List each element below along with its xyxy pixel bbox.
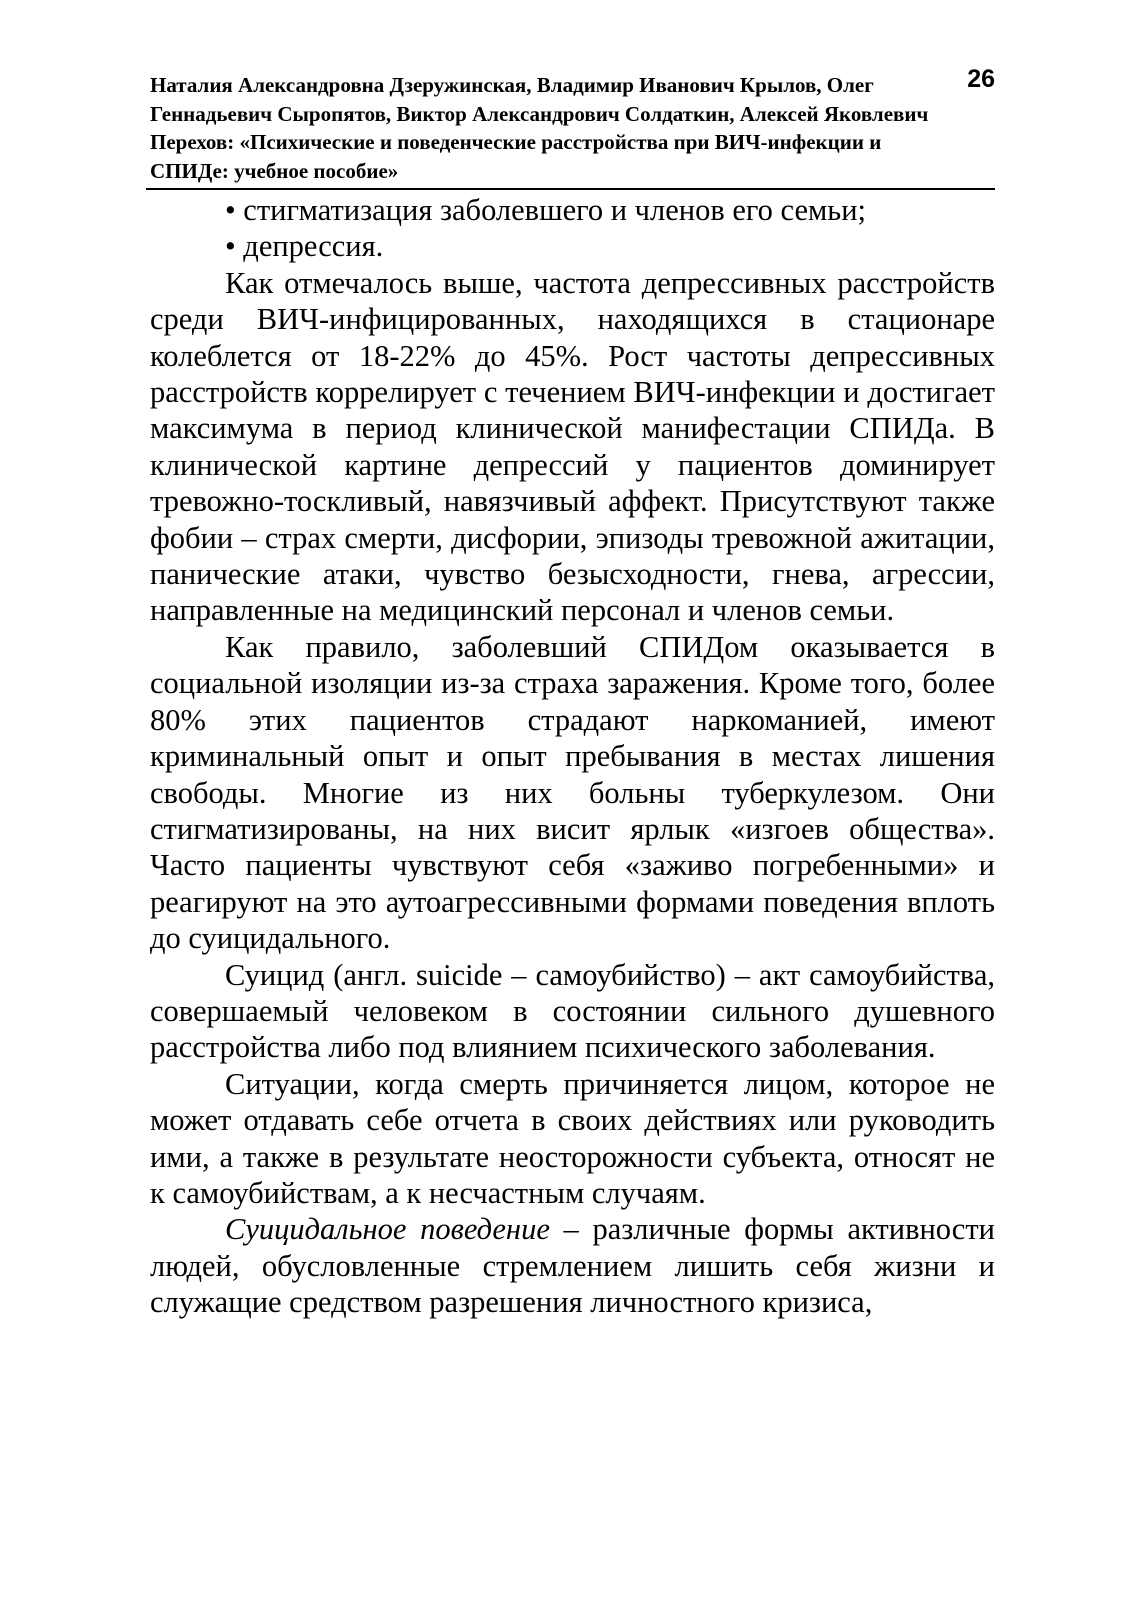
paragraph: Как правило, заболевший СПИДом оказывается в социальной изоляции из-за страха заражения. Кроме того, более 80% этих пациентов страдают наркоманией, имеют криминальный опыт и опыт пребывания в местах лишения свободы. Многие из них больны туберкулезом. Они стигматизированы, на них висит ярлык «изгоев общества». Часто пациенты чувствуют себя «заживо погребенными» и реагируют на это аутоагрессивными формами поведения вплоть до суицидального. <box>150 629 995 956</box>
paragraph-definition <box>150 1211 995 1320</box>
running-header <box>150 60 995 185</box>
paragraph: Как отмечалось выше, частота депрессивных расстройств среди ВИЧ-инфицированных, находящихся в стационаре колеблется от 18-22% до 45%. Рост частоты депрессивных расстройств коррелирует с течением ВИЧ-инфекции и достигает максимума в период клинической манифестации СПИДа. В клинической картине депрессий у пациентов доминирует тревожно-тоскливый, навязчивый аффект. Присутствуют также фобии – страх смерти, дисфории, эпизоды тревожной ажитации, панические атаки, чувство безысходности, гнева, агрессии, направленные на медицинский персонал и членов семьи. <box>150 265 995 628</box>
bullet-item: • депрессия. <box>225 229 384 264</box>
definition-text: – различные формы активности людей, обусловленные стремлением лишить себя жизни и служащие средством разрешения личностного кризиса, <box>150 1212 995 1320</box>
paragraph: Суицид (англ. suicide – самоубийство) – акт самоубийства, совершаемый человеком в состоянии сильного душевного расстройства либо под влиянием психического заболевания. <box>150 957 995 1065</box>
body-text <box>150 192 995 1321</box>
document-page <box>150 60 995 1321</box>
header-title: Наталия Александровна Дзеружинская, Владимир Иванович Крылов, Олег Геннадьевич Сыропятов, Виктор Александрович Солдаткин, Алексей Яковлевич Перехов: «Психические и поведенческие расстройства при ВИЧ-инфекции и СПИДе: учебное пособие» <box>150 73 929 183</box>
paragraph: Ситуации, когда смерть причиняется лицом, которое не может отдавать себе отчета в своих действиях или руководить ими, а также в результате неосторожности субъекта, относят не к самоубийствам, а к несчастным случаям. <box>150 1066 995 1210</box>
defined-term: Суицидальное поведение <box>225 1212 550 1247</box>
header-rule <box>146 188 995 190</box>
bullet-item: • стигматизация заболевшего и членов его семьи; <box>225 193 866 227</box>
page-number: 26 <box>967 65 995 93</box>
